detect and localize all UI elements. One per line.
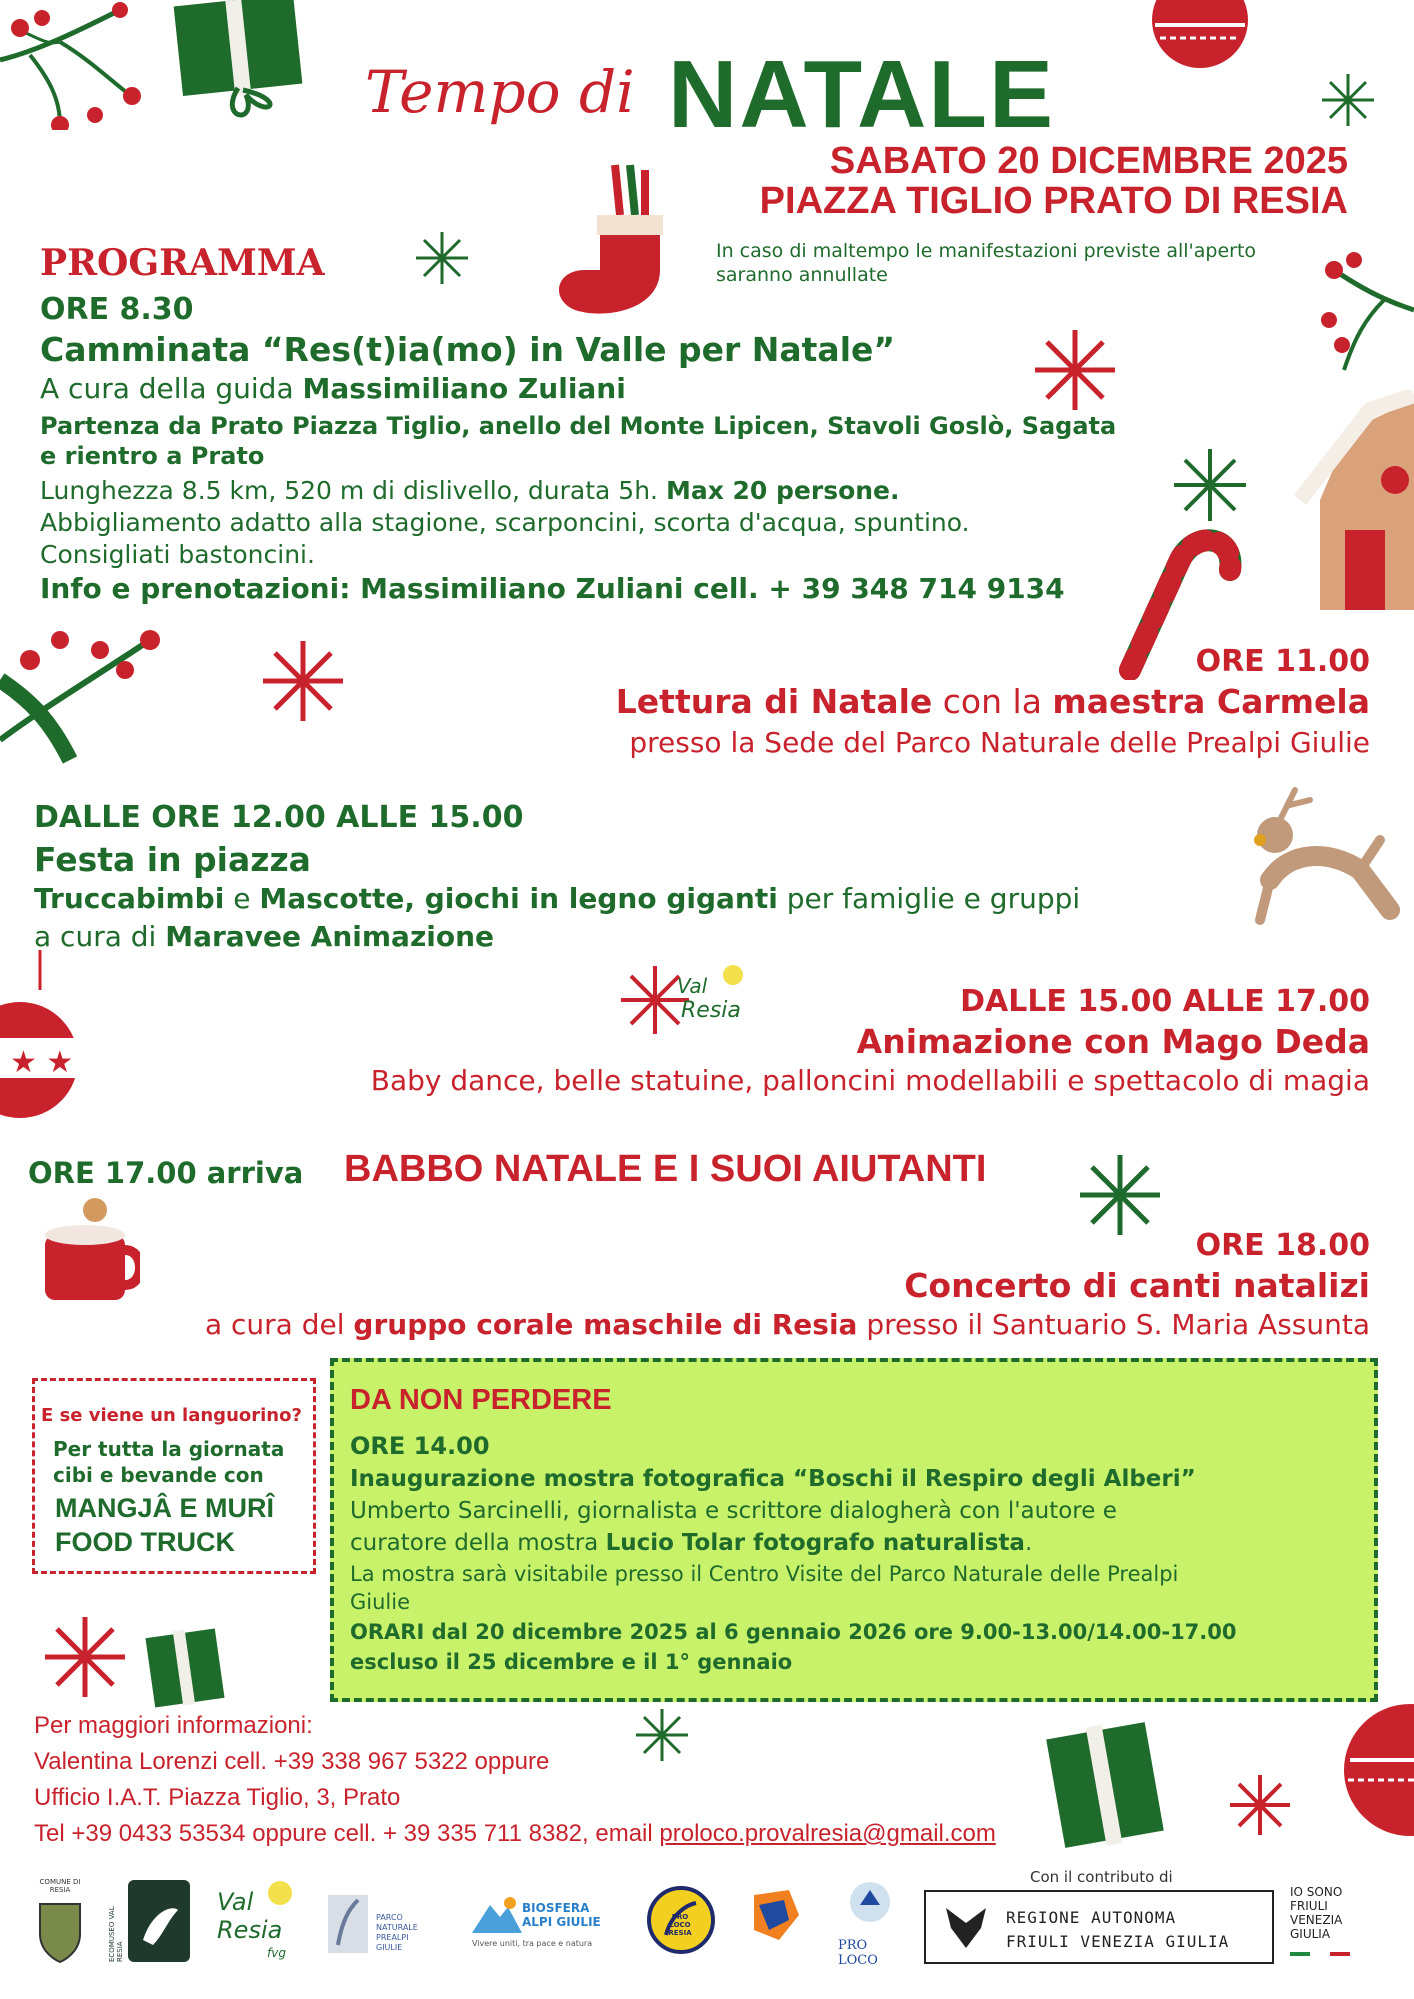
ev1-guide-name: Massimiliano Zuliani (302, 372, 626, 405)
ev4-title: Animazione con Mago Deda (856, 1022, 1370, 1061)
highlight-desc2 (350, 1530, 1032, 1556)
snowflake-icon (632, 1705, 692, 1765)
ev2-place: presso la Sede del Parco Naturale delle Prealpi Giulie (629, 726, 1370, 759)
biosfera-label-2: ALPI GIULIE (522, 1915, 601, 1929)
highlight-desc2-b: Lucio Tolar fotografo naturalista (605, 1530, 1025, 1556)
ev1-route-line2: e rientro a Prato (40, 442, 265, 470)
ev1-max: Max 20 persone. (665, 476, 900, 505)
ev6-by (205, 1308, 1370, 1341)
svg-text:Val: Val (677, 974, 708, 998)
food-name1: MANGJÂ E MURÎ (55, 1493, 275, 1523)
highlight-desc1: Umberto Sarcinelli, giornalista e scrittore dialogherà con l'autore e (350, 1498, 1117, 1524)
weather-note-line2: saranno annullate (716, 264, 888, 286)
contributo-label: Con il contributo di (1030, 1868, 1173, 1886)
parco-crane-icon (328, 1885, 372, 1955)
ev1-title: Camminata “Res(t)ia(mo) in Valle per Natale” (40, 330, 896, 369)
ev5-time: ORE 17.00 arriva (28, 1156, 304, 1190)
iosono-label-1: IO SONO (1290, 1885, 1343, 1899)
ev2-title-c: maestra Carmela (1052, 682, 1370, 721)
ornament-icon (1320, 1700, 1414, 1840)
consorzio-logo (744, 1885, 814, 1960)
title-main: NATALE (668, 41, 1056, 148)
stocking-icon (545, 160, 705, 320)
parco-label-2: NATURALE (376, 1923, 418, 1932)
unpli-logo (830, 1880, 910, 1968)
svg-text:Resia: Resia (681, 998, 741, 1023)
io-sono-fvg-logo (1290, 1885, 1390, 1965)
valresia-val: Val (217, 1888, 254, 1916)
ev6-by-a: a cura del (204, 1308, 354, 1341)
highlight-heading: DA NON PERDERE (350, 1384, 612, 1416)
svg-text:★ ★: ★ ★ (10, 1045, 74, 1080)
valresia-resia: Resia (217, 1916, 283, 1944)
valresia-snowflake-icon (615, 955, 745, 1045)
ev6-title: Concerto di canti natalizi (904, 1266, 1370, 1305)
comune-resia-logo (30, 1878, 90, 1968)
ev2-title-b: con la (932, 682, 1053, 721)
contacts-phones (34, 1820, 996, 1848)
parco-prealpi-logo (328, 1885, 438, 1965)
ev2-title-a: Lettura di Natale (615, 682, 933, 721)
unpli-emblem-icon (830, 1880, 910, 1940)
gift-icon (1040, 1700, 1170, 1850)
ev5-title: BABBO NATALE E I SUOI AIUTANTI (344, 1148, 987, 1190)
biosfera-logo (472, 1895, 622, 1955)
snowflake-icon (258, 636, 348, 726)
iosono-label-4: GIULIA (1290, 1927, 1331, 1941)
ornament-icon (1150, 0, 1250, 70)
ecomuseo-label: ECOMUSEO VAL RESIA (108, 1906, 124, 1962)
ev3-desc-c: Mascotte, giochi in legno giganti (259, 882, 778, 915)
proloco-resia-logo (646, 1885, 716, 1960)
ev1-guide-prefix: A cura della guida (40, 372, 303, 405)
snowflake-icon (1030, 325, 1120, 415)
biosfera-tagline: Vivere uniti, tra pace e natura (472, 1939, 593, 1948)
parco-label-4: GIULIE (376, 1943, 403, 1952)
parco-label-3: PREALPI (376, 1933, 409, 1942)
highlight-box (330, 1358, 1378, 1702)
snowflake-icon (1170, 445, 1250, 525)
iosono-label-2: FRIULI (1290, 1899, 1328, 1913)
highlight-desc3: La mostra sarà visitabile presso il Centro Visite del Parco Naturale delle Prealpi (350, 1562, 1179, 1586)
holly-branch-icon (1314, 250, 1414, 380)
ev3-by-b: Maravee Animazione (165, 920, 495, 953)
weather-note-line1: In caso di maltempo le manifestazioni previste all'aperto (716, 240, 1257, 262)
ev1-gear: Abbigliamento adatto alla stagione, scarponcini, scorta d'acqua, spuntino. (40, 508, 970, 537)
programma-heading: PROGRAMMA (40, 242, 325, 284)
highlight-desc2-a: curatore della mostra (350, 1530, 606, 1556)
ev4-desc: Baby dance, belle statuine, palloncini modellabili e spettacolo di magia (370, 1064, 1370, 1097)
hot-chocolate-mug-icon (40, 1195, 140, 1305)
ornament-icon (0, 950, 80, 1130)
snowflake-icon (1318, 70, 1378, 130)
highlight-time: ORE 14.00 (350, 1432, 490, 1460)
ev6-time: ORE 18.00 (1195, 1228, 1370, 1263)
highlight-desc4: Giulie (350, 1590, 411, 1614)
ev1-length-text: Lunghezza 8.5 km, 520 m di dislivello, durata 5h. (40, 476, 666, 505)
highlight-desc2-c: . (1024, 1530, 1033, 1556)
ev2-title (616, 682, 1370, 721)
biosfera-label-1: BIOSFERA (522, 1901, 590, 1915)
ev6-by-c: presso il Santuario S. Maria Assunta (857, 1308, 1370, 1341)
event-date: SABATO 20 DICEMBRE 2025 (829, 140, 1348, 182)
coat-of-arms-icon (30, 1894, 90, 1964)
regione-fvg-logo (924, 1890, 1274, 1964)
ev6-by-b: gruppo corale maschile di Resia (353, 1308, 858, 1341)
title-script: Tempo di (365, 58, 635, 126)
contacts-valentina: Valentina Lorenzi cell. +39 338 967 5322 oppure (34, 1748, 550, 1775)
ev1-sticks: Consigliati bastoncini. (40, 540, 315, 569)
ev3-desc-d: per famiglie e gruppi (777, 882, 1081, 915)
snowflake-icon (412, 228, 472, 288)
ev3-desc-a: Truccabimbi (34, 882, 225, 915)
snowflake-icon (40, 1612, 130, 1702)
event-place: PIAZZA TIGLIO PRATO DI RESIA (759, 180, 1348, 222)
contacts-heading: Per maggiori informazioni: (34, 1712, 313, 1739)
ev1-route-line1: Partenza da Prato Piazza Tiglio, anello del Monte Lipicen, Stavoli Goslò, Sagata (40, 412, 1117, 440)
flag-stripe-icon (1290, 1952, 1350, 1956)
region-map-icon (744, 1885, 804, 1945)
valresia-logo (212, 1880, 302, 1970)
regione-label-2: FRIULI VENEZIA GIULIA (1006, 1932, 1230, 1951)
ev1-info: Info e prenotazioni: Massimiliano Zuliani cell. + 39 348 714 9134 (40, 572, 1065, 605)
ev2-time: ORE 11.00 (1195, 644, 1370, 679)
contacts-phones-text: Tel +39 0433 53534 oppure cell. + 39 335 711 8382, email (34, 1820, 660, 1847)
ev3-by-a: a cura di (34, 920, 166, 953)
highlight-title: Inaugurazione mostra fotografica “Boschi il Respiro degli Alberi” (350, 1466, 1196, 1492)
contacts-office: Ufficio I.A.T. Piazza Tiglio, 3, Prato (34, 1784, 401, 1811)
iosono-label-3: VENEZIA (1290, 1913, 1343, 1927)
contacts-email-link[interactable]: proloco.provalresia@gmail.com (659, 1820, 996, 1847)
ev3-by (34, 920, 494, 953)
snowflake-icon (1225, 1770, 1295, 1840)
ev3-desc-b: e (224, 882, 260, 915)
parco-label-1: PARCO (376, 1913, 403, 1922)
ev4-time: DALLE 15.00 ALLE 17.00 (960, 984, 1370, 1019)
food-truck-box (32, 1378, 316, 1574)
gift-icon (140, 1608, 230, 1708)
ev3-time: DALLE ORE 12.00 ALLE 15.00 (34, 800, 524, 835)
ev1-time: ORE 8.30 (40, 292, 194, 327)
snowflake-icon (1075, 1150, 1165, 1240)
regione-label-1: REGIONE AUTONOMA (1006, 1908, 1177, 1927)
ecomuseo-logo (108, 1880, 190, 1962)
gingerbread-house-icon (1290, 390, 1414, 610)
food-line1: Per tutta la giornata (53, 1437, 285, 1461)
food-line2: cibi e bevande con (53, 1463, 264, 1487)
comune-label: COMUNE DI RESIA (39, 1878, 81, 1894)
proloco-resia-label: PRO LOCO RESIA (668, 1913, 692, 1937)
sun-icon (267, 1880, 293, 1906)
ev3-title: Festa in piazza (34, 840, 311, 879)
food-name2: FOOD TRUCK (55, 1527, 235, 1557)
unpli-label: PRO LOCO (838, 1938, 878, 1968)
reindeer-icon (1250, 780, 1400, 930)
eagle-icon (936, 1898, 996, 1958)
food-question: E se viene un languorino? (41, 1405, 302, 1426)
holly-branch-icon (0, 0, 160, 130)
gift-icon (168, 0, 318, 125)
holly-branch-icon (0, 620, 170, 770)
ev1-length (40, 476, 900, 505)
highlight-hours1: ORARI dal 20 dicembre 2025 al 6 gennaio 2026 ore 9.00-13.00/14.00-17.00 (350, 1620, 1237, 1644)
highlight-hours2: escluso il 25 dicembre e il 1° gennaio (350, 1650, 793, 1674)
mountain-icon (472, 1895, 522, 1935)
ev1-guide (40, 372, 626, 405)
valresia-fvg: fvg (267, 1946, 286, 1960)
ev3-desc (34, 882, 1080, 915)
